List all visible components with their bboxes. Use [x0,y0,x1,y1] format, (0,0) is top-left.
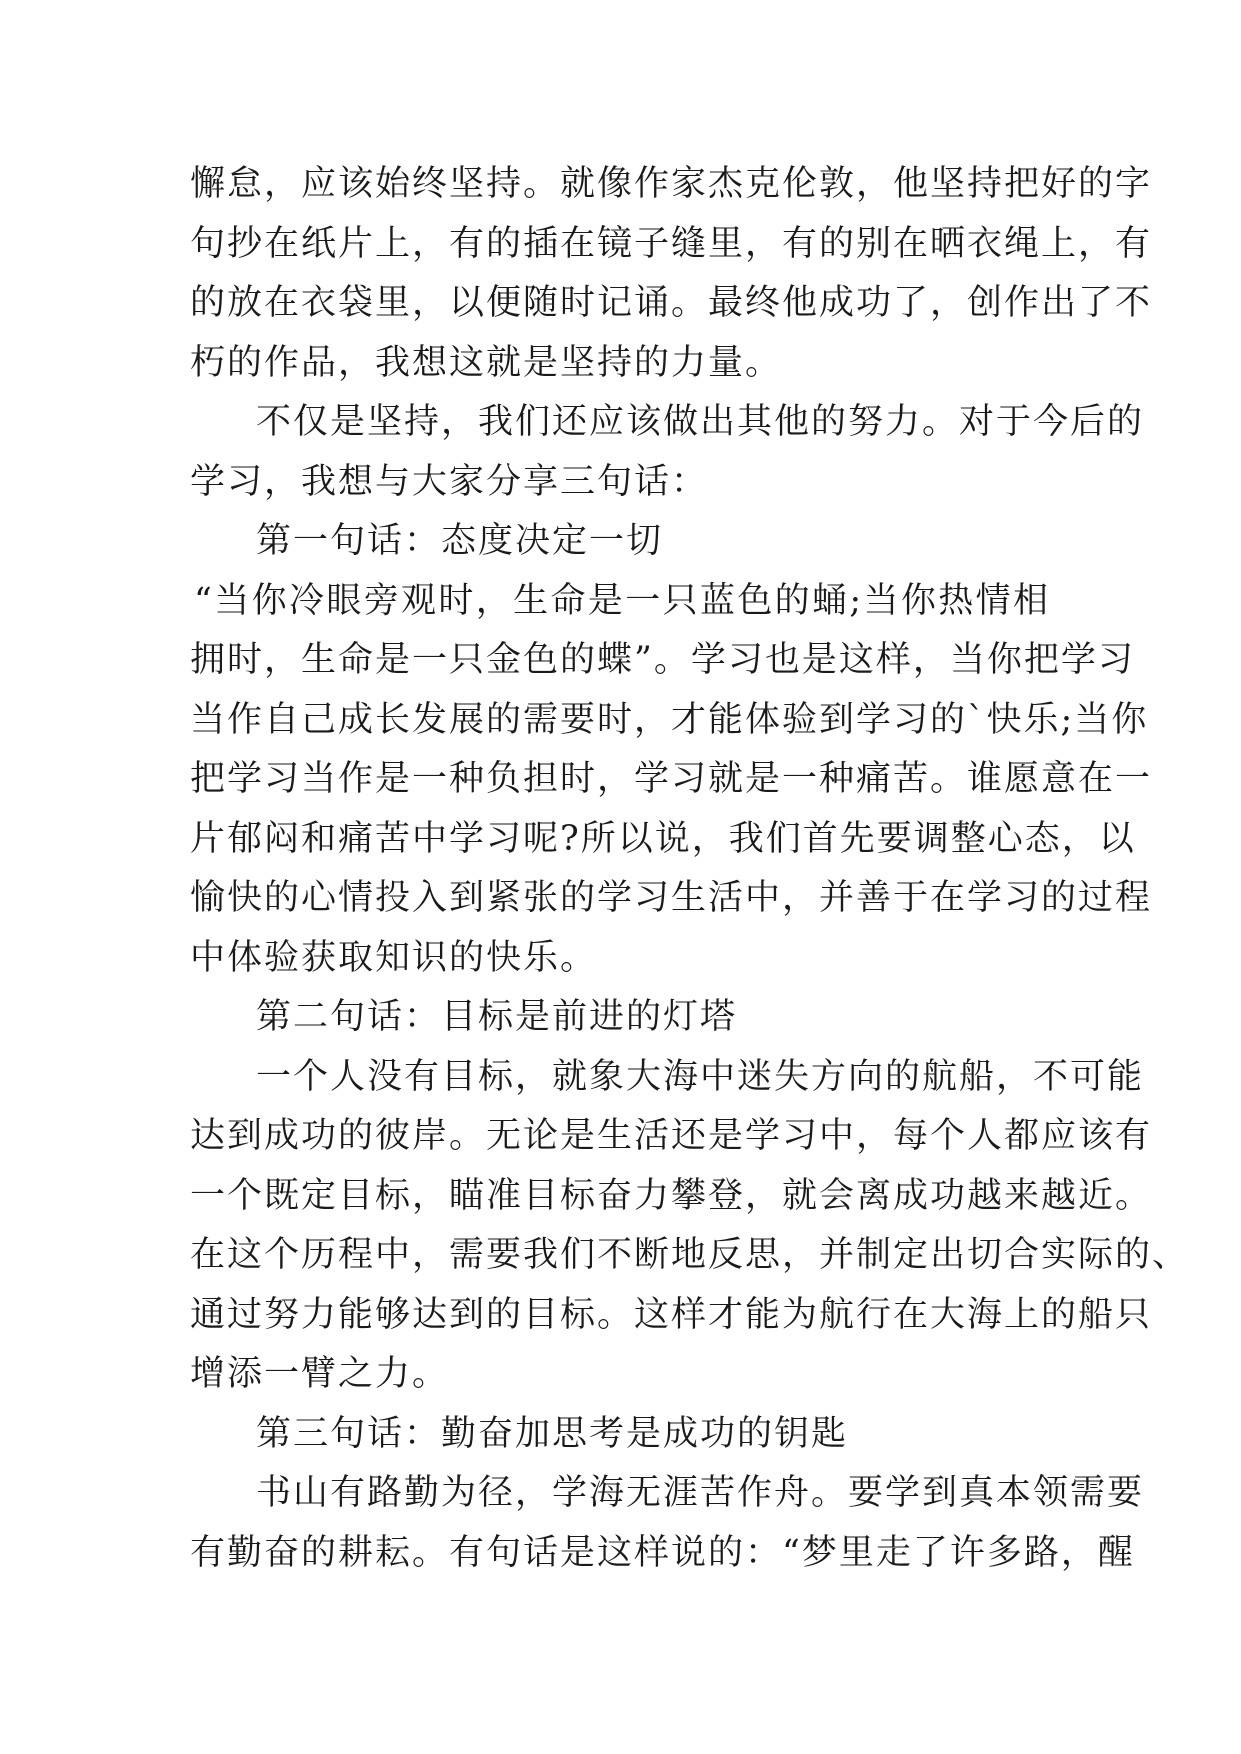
text-line: 懈怠，应该始终坚持。就像作家杰克伦敦，他坚持把好的字 [190,164,1153,204]
text-line: 当作自己成长发展的需要时，才能体验到学习的`快乐;当你 [190,699,1149,740]
text-line: 通过努力能够达到的目标。这样才能为航行在大海上的船只 [190,1294,1153,1335]
text-line: 朽的作品，我想这就是坚持的力量。 [190,342,783,383]
text-line: 愉快的心情投入到紧张的学习生活中，并善于在学习的过程 [190,878,1153,918]
document-body [190,155,1190,1583]
text-line: 在这个历程中，需要我们不断地反思，并制定出切合实际的、 [190,1235,1190,1275]
text-line: 有勤奋的耕耘。有句话是这样说的：“梦里走了许多路，醒 [190,1532,1135,1573]
text-line: 拥时，生命是一只金色的蝶”。学习也是这样，当你把学习 [190,640,1135,680]
text-line: 学习，我想与大家分享三句话： [190,461,709,502]
text-line: 句抄在纸片上，有的插在镜子缝里，有的别在晒衣绳上，有 [190,223,1153,264]
text-line: “当你冷眼旁观时，生命是一只蓝色的蛹;当你热情相 [194,580,1050,621]
section-heading: 第一句话：态度决定一切 [256,521,664,561]
text-line: 片郁闷和痛苦中学习呢?所以说，我们首先要调整心态，以 [190,818,1136,859]
text-line: 一个人没有目标，就象大海中迷失方向的航船，不可能 [256,1056,1145,1097]
text-line: 书山有路勤为径，学海无涯苦作舟。要学到真本领需要 [256,1473,1145,1513]
text-line: 的放在衣袋里，以便随时记诵。最终他成功了，创作出了不 [190,283,1153,323]
text-line: 达到成功的彼岸。无论是生活还是学习中，每个人都应该有 [190,1116,1153,1156]
text-line: 一个既定目标，瞄准目标奋力攀登，就会离成功越来越近。 [190,1175,1153,1216]
section-heading: 第二句话：目标是前进的灯塔 [256,997,738,1037]
text-line: 把学习当作是一种负担时，学习就是一种痛苦。谁愿意在一 [190,759,1153,799]
text-line: 增添一臂之力。 [190,1354,450,1394]
section-heading: 第三句话：勤奋加思考是成功的钥匙 [256,1413,849,1454]
text-line: 不仅是坚持，我们还应该做出其他的努力。对于今后的 [256,402,1145,442]
text-line: 中体验获取知识的快乐。 [190,937,598,978]
